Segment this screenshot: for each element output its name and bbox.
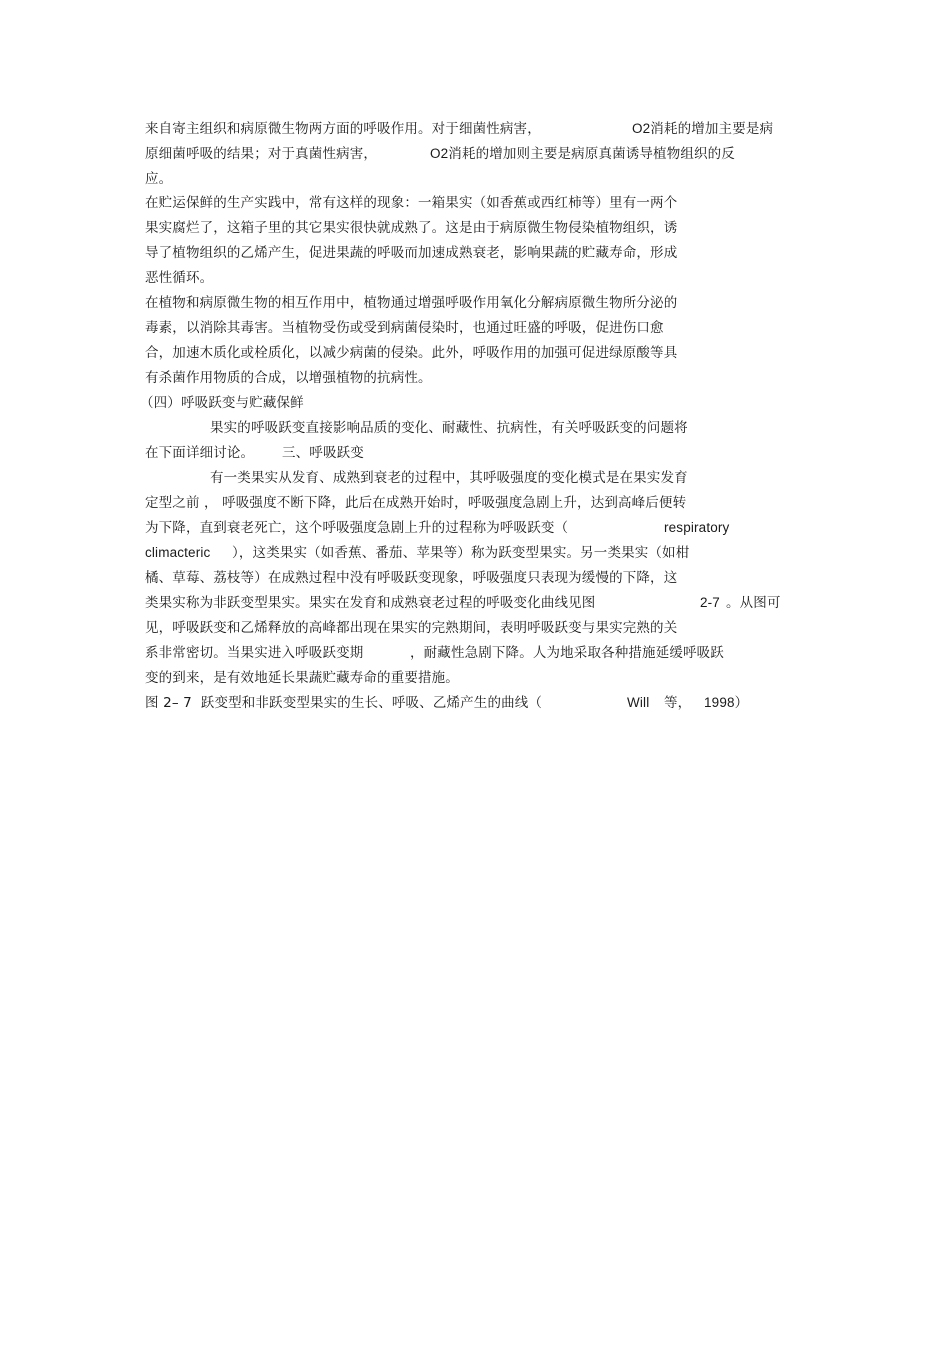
text-segment: 见，呼吸跃变和乙烯释放的高峰都出现在果实的完熟期间，表明呼吸跃变与果实完熟的关	[145, 620, 678, 636]
text-segment: ，耐藏性急剧下降。人为地采取各种措施延缓呼吸跃	[410, 645, 724, 661]
text-segment: 1998）	[704, 695, 749, 710]
text-segment: respiratory	[664, 520, 730, 535]
figure-caption	[0, 695, 749, 791]
text-segment: 。从图可	[726, 595, 781, 611]
text-segment: 在下面详细讨论。	[145, 445, 255, 461]
text-segment: 果实腐烂了，这箱子里的其它果实很快就成熟了。这是由于病原微生物侵染植物组织，诱	[145, 220, 678, 236]
text-segment: 定型之前 ， 呼吸强度不断下降，此后在成熟开始时，呼吸强度急剧上升，达到高峰后便转	[145, 495, 687, 511]
text-segment: 导了植物组织的乙烯产生，促进果蔬的呼吸而加速成熟衰老，影响果蔬的贮藏寿命，形成	[145, 245, 678, 261]
text-segment: 来自寄主组织和病原微生物两方面的呼吸作用。对于细菌性病害，	[145, 121, 541, 137]
section-heading: 三、呼吸跃变	[282, 445, 364, 461]
figure-reference: 2-7	[700, 595, 720, 610]
text-segment: 毒素，以消除其毒害。当植物受伤或受到病菌侵染时，也通过旺盛的呼吸，促进伤口愈	[145, 320, 664, 336]
text-segment: 恶性循环。	[145, 270, 214, 286]
text-segment: 等，	[664, 695, 692, 711]
text-segment: 应。	[145, 171, 173, 187]
text-segment: 果实的呼吸跃变直接影响品质的变化、耐藏性、抗病性，有关呼吸跃变的问题将	[210, 420, 688, 436]
text-segment: 图 2– 7 跃变型和非跃变型果实的生长、呼吸、乙烯产生的曲线（	[145, 695, 543, 711]
text-segment: 在植物和病原微生物的相互作用中，植物通过增强呼吸作用氧化分解病原微生物所分泌的	[145, 295, 678, 311]
text-segment: 系非常密切。当果实进入呼吸跃变期	[145, 645, 364, 661]
text-segment: 橘、草莓、荔枝等）在成熟过程中没有呼吸跃变现象，呼吸强度只表现为缓慢的下降，这	[145, 570, 678, 586]
text-segment: 在贮运保鲜的生产实践中，常有这样的现象：一箱果实（如香蕉或西红柿等）里有一两个	[145, 195, 678, 211]
text-segment: 有杀菌作用物质的合成，以增强植物的抗病性。	[145, 370, 432, 386]
text-segment: 原细菌呼吸的结果；对于真菌性病害，	[145, 146, 378, 162]
text-segment: 有一类果实从发育、成熟到衰老的过程中，其呼吸强度的变化模式是在果实发育	[210, 470, 688, 486]
text-segment: O2消耗的增加主要是病	[632, 121, 774, 136]
text-segment: climacteric	[145, 545, 211, 560]
text-segment: 合，加速木质化或栓质化，以减少病菌的侵染。此外，呼吸作用的加强可促进绿原酸等具	[145, 345, 678, 361]
text-segment: ），这类果实（如香蕉、番茄、苹果等）称为跃变型果实。另一类果实（如柑	[232, 545, 690, 561]
text-segment: O2消耗的增加则主要是病原真菌诱导植物组织的反	[430, 146, 735, 161]
text-segment: Will	[627, 695, 650, 710]
text-segment: 为下降，直到衰老死亡，这个呼吸强度急剧上升的过程称为呼吸跃变（	[145, 520, 569, 536]
text-segment: （四）呼吸跃变与贮藏保鲜	[140, 395, 304, 411]
text-segment: 类果实称为非跃变型果实。果实在发育和成熟衰老过程的呼吸变化曲线见图	[145, 595, 596, 611]
text-segment: 变的到来，是有效地延长果蔬贮藏寿命的重要措施。	[145, 670, 459, 686]
